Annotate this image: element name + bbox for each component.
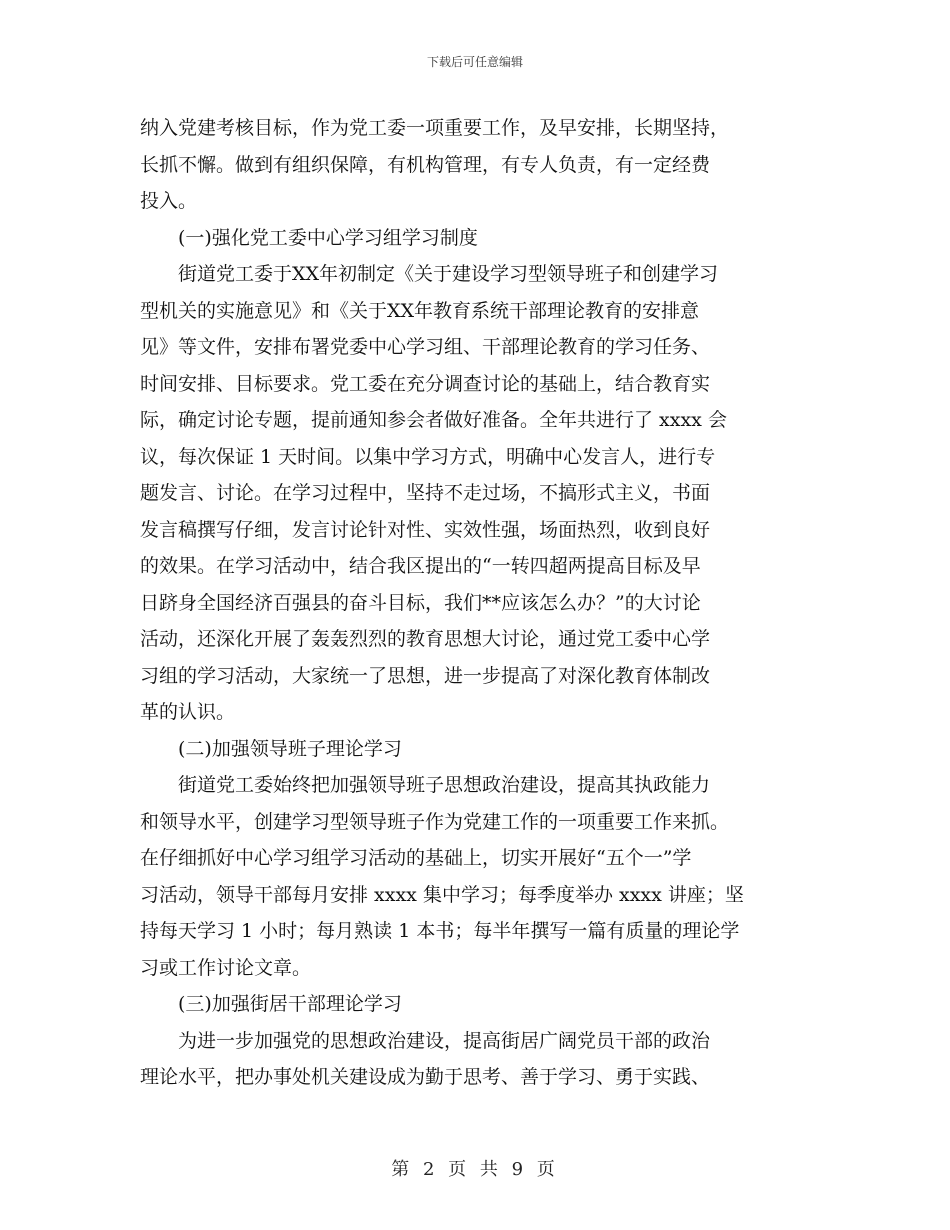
body-text-line: 际，确定讨论专题，提前通知参会者做好准备。全年共进行了 xxxx 会 [140, 409, 727, 431]
body-text-line: 见》等文件，安排布署党委中心学习组、干部理论教育的学习任务、 [140, 336, 711, 358]
body-text-line: 题发言、讨论。在学习过程中，坚持不走过场，不搞形式主义，书面 [140, 482, 711, 504]
body-text-line: 习或工作讨论文章。 [140, 956, 312, 979]
body-text-line: 长抓不懈。做到有组织保障，有机构管理，有专人负责，有一定经费 [140, 153, 711, 176]
body-text-line: 的效果。在学习活动中，结合我区提出的“一转四超两提高目标及早 [140, 555, 701, 577]
body-text-line: 持每天学习 1 小时；每月熟读 1 本书；每半年撰写一篇有质量的理论学 [140, 920, 740, 942]
body-text-line: 街道党工委始终把加强领导班子思想政治建设，提高其执政能力 [178, 774, 711, 796]
body-text-line: (一)强化党工委中心学习组学习制度 [178, 226, 478, 249]
body-text-line: 活动，还深化开展了轰轰烈烈的教育思想大讨论，通过党工委中心学 [140, 628, 711, 650]
body-text-line: 和领导水平，创建学习型领导班子作为党建工作的一项重要工作来抓。 [140, 810, 730, 833]
page-number-footer: 第 2 页 共 9 页 [391, 1159, 559, 1180]
body-text-line: (二)加强领导班子理论学习 [178, 737, 402, 760]
body-text-line: 为进一步加强党的思想政治建设，提高街居广阔党员干部的政治 [178, 1029, 711, 1052]
body-text-line: (三)加强街居干部理论学习 [178, 993, 402, 1015]
page-header-note: 下载后可任意编辑 [426, 55, 523, 69]
body-text-line: 革的认识。 [140, 701, 236, 723]
body-text-line: 日跻身全国经济百强县的奋斗目标，我们**应该怎么办？”的大讨论 [140, 591, 701, 614]
body-text-line: 街道党工委于XX年初制定《关于建设学习型领导班子和创建学习 [178, 263, 719, 285]
body-text-line: 议，每次保证 1 天时间。以集中学习方式，明确中心发言人，进行专 [140, 445, 716, 468]
body-text-line: 时间安排、目标要求。党工委在充分调查讨论的基础上，结合教育实 [140, 372, 711, 395]
body-text-line: 型机关的实施意见》和《关于XX年教育系统干部理论教育的安排意 [140, 299, 700, 322]
body-text-line: 习活动，领导干部每月安排 xxxx 集中学习；每季度举办 xxxx 讲座；坚 [140, 883, 744, 906]
body-text-line: 习组的学习活动，大家统一了思想，进一步提高了对深化教育体制改 [140, 664, 711, 687]
document-body [140, 110, 815, 1096]
body-text-line: 在仔细抓好中心学习组学习活动的基础上，切实开展好“五个一”学 [140, 847, 692, 869]
body-text-line: 投入。 [140, 190, 198, 212]
body-text-line: 理论水平，把办事处机关建设成为勤于思考、善于学习、勇于实践、 [140, 1066, 711, 1088]
body-text-line: 发言稿撰写仔细，发言讨论针对性、实效性强，场面热烈，收到良好 [140, 518, 711, 541]
body-text-line: 纳入党建考核目标，作为党工委一项重要工作，及早安排，长期坚持， [140, 117, 730, 139]
